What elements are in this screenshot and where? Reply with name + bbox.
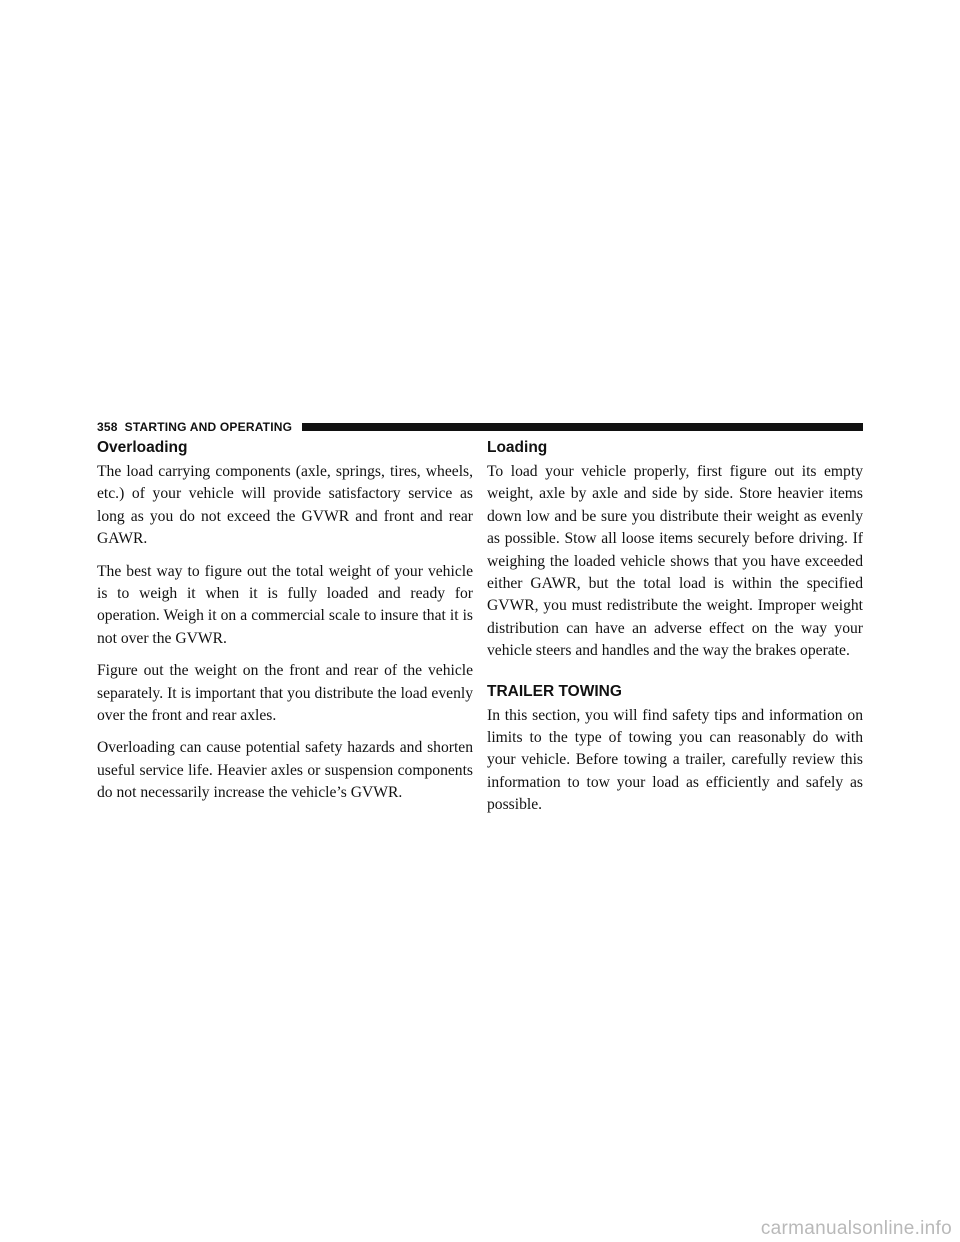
trailer-towing-paragraph: In this section, you will find safety tips and information on limits to the type of towing you can reasonably do with your vehicle. Before towing a trailer, carefully review this information to tow your load as efficiently and safely as possible. — [487, 706, 863, 814]
page-header — [97, 418, 863, 436]
overloading-paragraph: The load carrying components (axle, springs, tires, wheels, etc.) of your vehicle will provide satisfactory service as long as you do not exceed the GVWR and front and rear GAWR. — [97, 463, 473, 548]
page-number: 358 — [97, 420, 118, 434]
watermark[interactable]: carmanualsonline.info — [760, 1218, 952, 1239]
overloading-paragraph: Figure out the weight on the front and rear of the vehicle separately. It is important that you distribute the load evenly over the front and rear axles. — [97, 662, 473, 725]
header-rule — [302, 423, 863, 431]
right-column — [487, 438, 863, 827]
trailer-towing-heading: TRAILER TOWING — [487, 682, 622, 700]
overloading-paragraph: Overloading can cause potential safety hazards and shorten useful service life. Heavier axles or suspension components do not necessarily increase the vehicle’s GVWR. — [97, 739, 473, 802]
left-column — [97, 438, 473, 815]
overloading-heading: Overloading — [97, 439, 188, 456]
section-title: STARTING AND OPERATING — [124, 420, 293, 434]
loading-heading: Loading — [487, 439, 548, 456]
overloading-paragraph: The best way to figure out the total weight of your vehicle is to weigh it when it is fully loaded and ready for operation. Weigh it on a commercial scale to insure that it is not over the GVWR. — [97, 562, 473, 647]
loading-paragraph: To load your vehicle properly, first figure out its empty weight, axle by axle and side by side. Store heavier items down low and be sure you distribute their weight as evenly as possible. Stow all loose items securely before driving. If weighing the loaded vehicle shows that you have exceeded either GAWR, but the total load is within the specified GVWR, you must redistribute the weight. Improper weight distribution can have an adverse effect on the way your vehicle steers and handles and the way the brakes operate. — [487, 463, 863, 660]
